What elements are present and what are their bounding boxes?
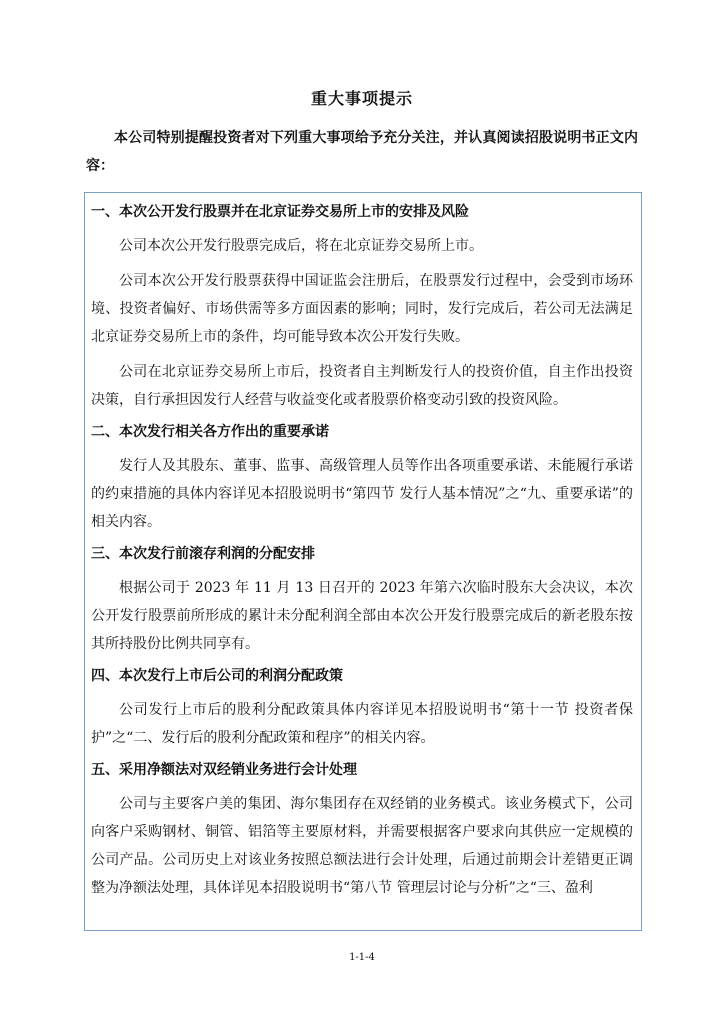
intro-paragraph: 本公司特别提醒投资者对下列重大事项给予充分关注，并认真阅读招股说明书正文内容： xyxy=(86,130,638,174)
section-3 xyxy=(91,543,633,658)
section-heading: 四、本次发行上市后公司的利润分配政策 xyxy=(91,668,343,684)
section-heading: 二、本次发行相关各方作出的重要承诺 xyxy=(91,424,329,440)
section-paragraph: 发行人及其股东、董事、监事、高级管理人员等作出各项重要承诺、未能履行承诺的约束措施的具体内容详见本招股说明书“第四节 发行人基本情况”之“九、重要承诺”的相关内容。 xyxy=(91,458,633,530)
section-paragraph: 公司在北京证券交易所上市后，投资者自主判断发行人的投资价值，自主作出投资决策，自行承担因发行人经营与收益变化或者股票价格变动引致的投资风险。 xyxy=(91,364,633,408)
section-paragraph: 公司与主要客户美的集团、海尔集团存在双经销的业务模式。该业务模式下，公司向客户采购钢材、铜管、铝箔等主要原材料，并需要根据客户要求向其供应一定规模的公司产品。公司历史上对该业务按照总额法进行会计处理，后通过前期会计差错更正调整为净额法处理，具体详见本招股说明书“第八节 管理层讨论与分析”之“三、盈利 xyxy=(91,796,633,896)
section-heading: 一、本次公开发行股票并在北京证券交易所上市的安排及风险 xyxy=(91,204,469,220)
section-heading: 五、采用净额法对双经销业务进行会计处理 xyxy=(91,762,357,778)
section-paragraph: 根据公司于 2023 年 11 月 13 日召开的 2023 年第六次临时股东大会决议，本次公开发行股票前所形成的累计未分配利润全部由本次公开发行股票完成后的新老股东按其所持股份比例共同享有。 xyxy=(91,580,633,652)
section-paragraph: 公司本次公开发行股票完成后，将在北京证券交易所上市。 xyxy=(119,238,483,254)
notice-box xyxy=(84,192,642,931)
section-paragraph: 公司发行上市后的股利分配政策具体内容详见本招股说明书“第十一节 投资者保护”之“二、发行后的股利分配政策和程序”的相关内容。 xyxy=(91,702,633,746)
page-title: 重大事项提示 xyxy=(310,89,413,108)
section-4 xyxy=(91,665,633,752)
page-number: 1-1-4 xyxy=(349,952,375,963)
section-1 xyxy=(91,201,633,414)
section-paragraph: 公司本次公开发行股票获得中国证监会注册后，在股票发行过程中，会受到市场环境、投资者偏好、市场供需等多方面因素的影响；同时，发行完成后，若公司无法满足北京证券交易所上市的条件，均可能导致本次公开发行失败。 xyxy=(91,273,633,345)
section-5 xyxy=(91,759,633,902)
section-2 xyxy=(91,421,633,536)
section-heading: 三、本次发行前滚存利润的分配安排 xyxy=(91,546,315,562)
